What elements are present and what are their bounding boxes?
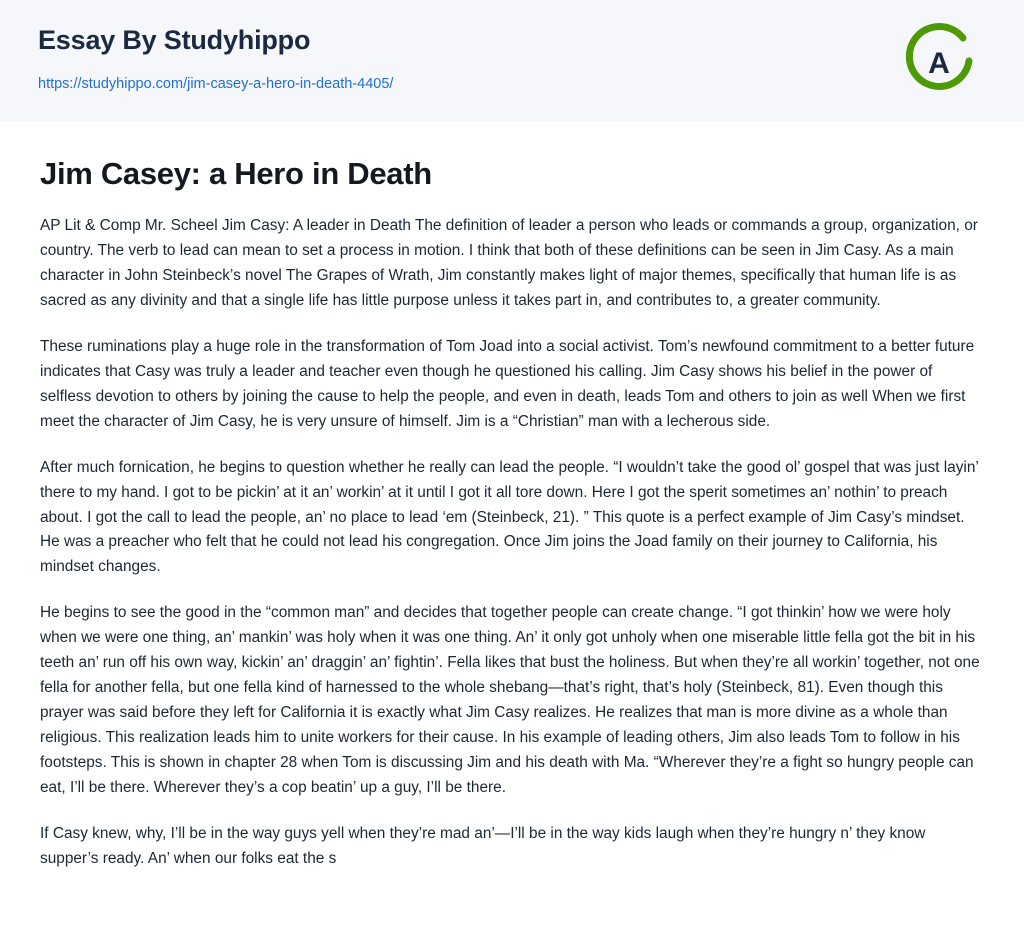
site-title: Essay By Studyhippo [38,25,311,55]
page-title: Jim Casey: a Hero in Death [40,156,432,191]
article-paragraph: If Casy knew, why, I’ll be in the way guys yell when they’re mad an’—I’ll be in the way kids laugh when they’re hungry n’ they know supper’s ready. An’ when our folks eat the s [40,825,926,867]
article-paragraph: He begins to see the good in the “common man” and decides that together people can create change. “I got thinkin’ how we were holy when we were one thing, an’ mankin’ was holy when it was one thing. An’ it only got unholy when one miserable little fella got the bit in his teeth an’ run off his own way, kickin’ an’ draggin’ an’ fightin’. Fella likes that bust the holiness. But when they’re all workin’ together, not one fella for another fella, but one fella kind of harnessed to the whole shebang—that’s right, that’s holy (Steinbeck, 81). Even though this prayer was said before they left for California it is exactly what Jim Casy realizes. He realizes that man is more divine as a whole than religious. This realization leads him to unite workers for their cause. In his example of leading others, Jim also leads Tom to follow in his footsteps. This is shown in chapter 28 when Tom is discussing Jim and his death with Ma. “Wherever they’re a fight so hungry people can eat, I’ll be there. Wherever they’s a cop beatin’ up a guy, I’ll be there. [40,604,980,797]
article-paragraph: After much fornication, he begins to question whether he really can lead the people. “I wouldn’t take the good ol’ gospel that was just layin’ there to my hand. I got to be pickin’ at it an’ workin’ at it until I got it all tore down. Here I got the sperit sometimes an’ nothin’ to preach about. I got the call to lead the people, an’ no place to lead ‘em (Steinbeck, 21). ” This quote is a perfect example of Jim Casy’s mindset. He was a preacher who felt that he could not lead his congregation. Once Jim joins the Joad family on their journey to California, his mindset changes. [40,458,979,576]
article-body [0,122,1024,912]
article-paragraph: These ruminations play a huge role in the transformation of Tom Joad into a social activist. Tom’s newfound commitment to a better future indicates that Casy was truly a leader and teacher even though he questioned his calling. Jim Casy shows his belief in the power of selfless devotion to others by joining the cause to help the people, and even in death, leads Tom and others to join as well When we first meet the character of Jim Casy, he is very unsure of himself. Jim is a “Christian” man with a lecherous side. [40,337,975,430]
article-paragraph: AP Lit & Comp Mr. Scheel Jim Casy: A leader in Death The definition of leader a person who leads or commands a group, organization, or country. The verb to lead can mean to set a process in motion. I think that both of these definitions can be seen in Jim Casy. As a main character in John Steinbeck’s novel The Grapes of Wrath, Jim constantly makes light of major themes, specifically that human life is as sacred as any divinity and that a single life has little purpose unless it takes part in, and contributes to, a greater community. [40,217,978,309]
page-header [0,0,1024,122]
source-url-link[interactable]: https://studyhippo.com/jim-casey-a-hero-in-death-4405/ [38,75,394,92]
studyhippo-logo-icon [900,22,978,100]
svg-text:A: A [928,47,950,80]
